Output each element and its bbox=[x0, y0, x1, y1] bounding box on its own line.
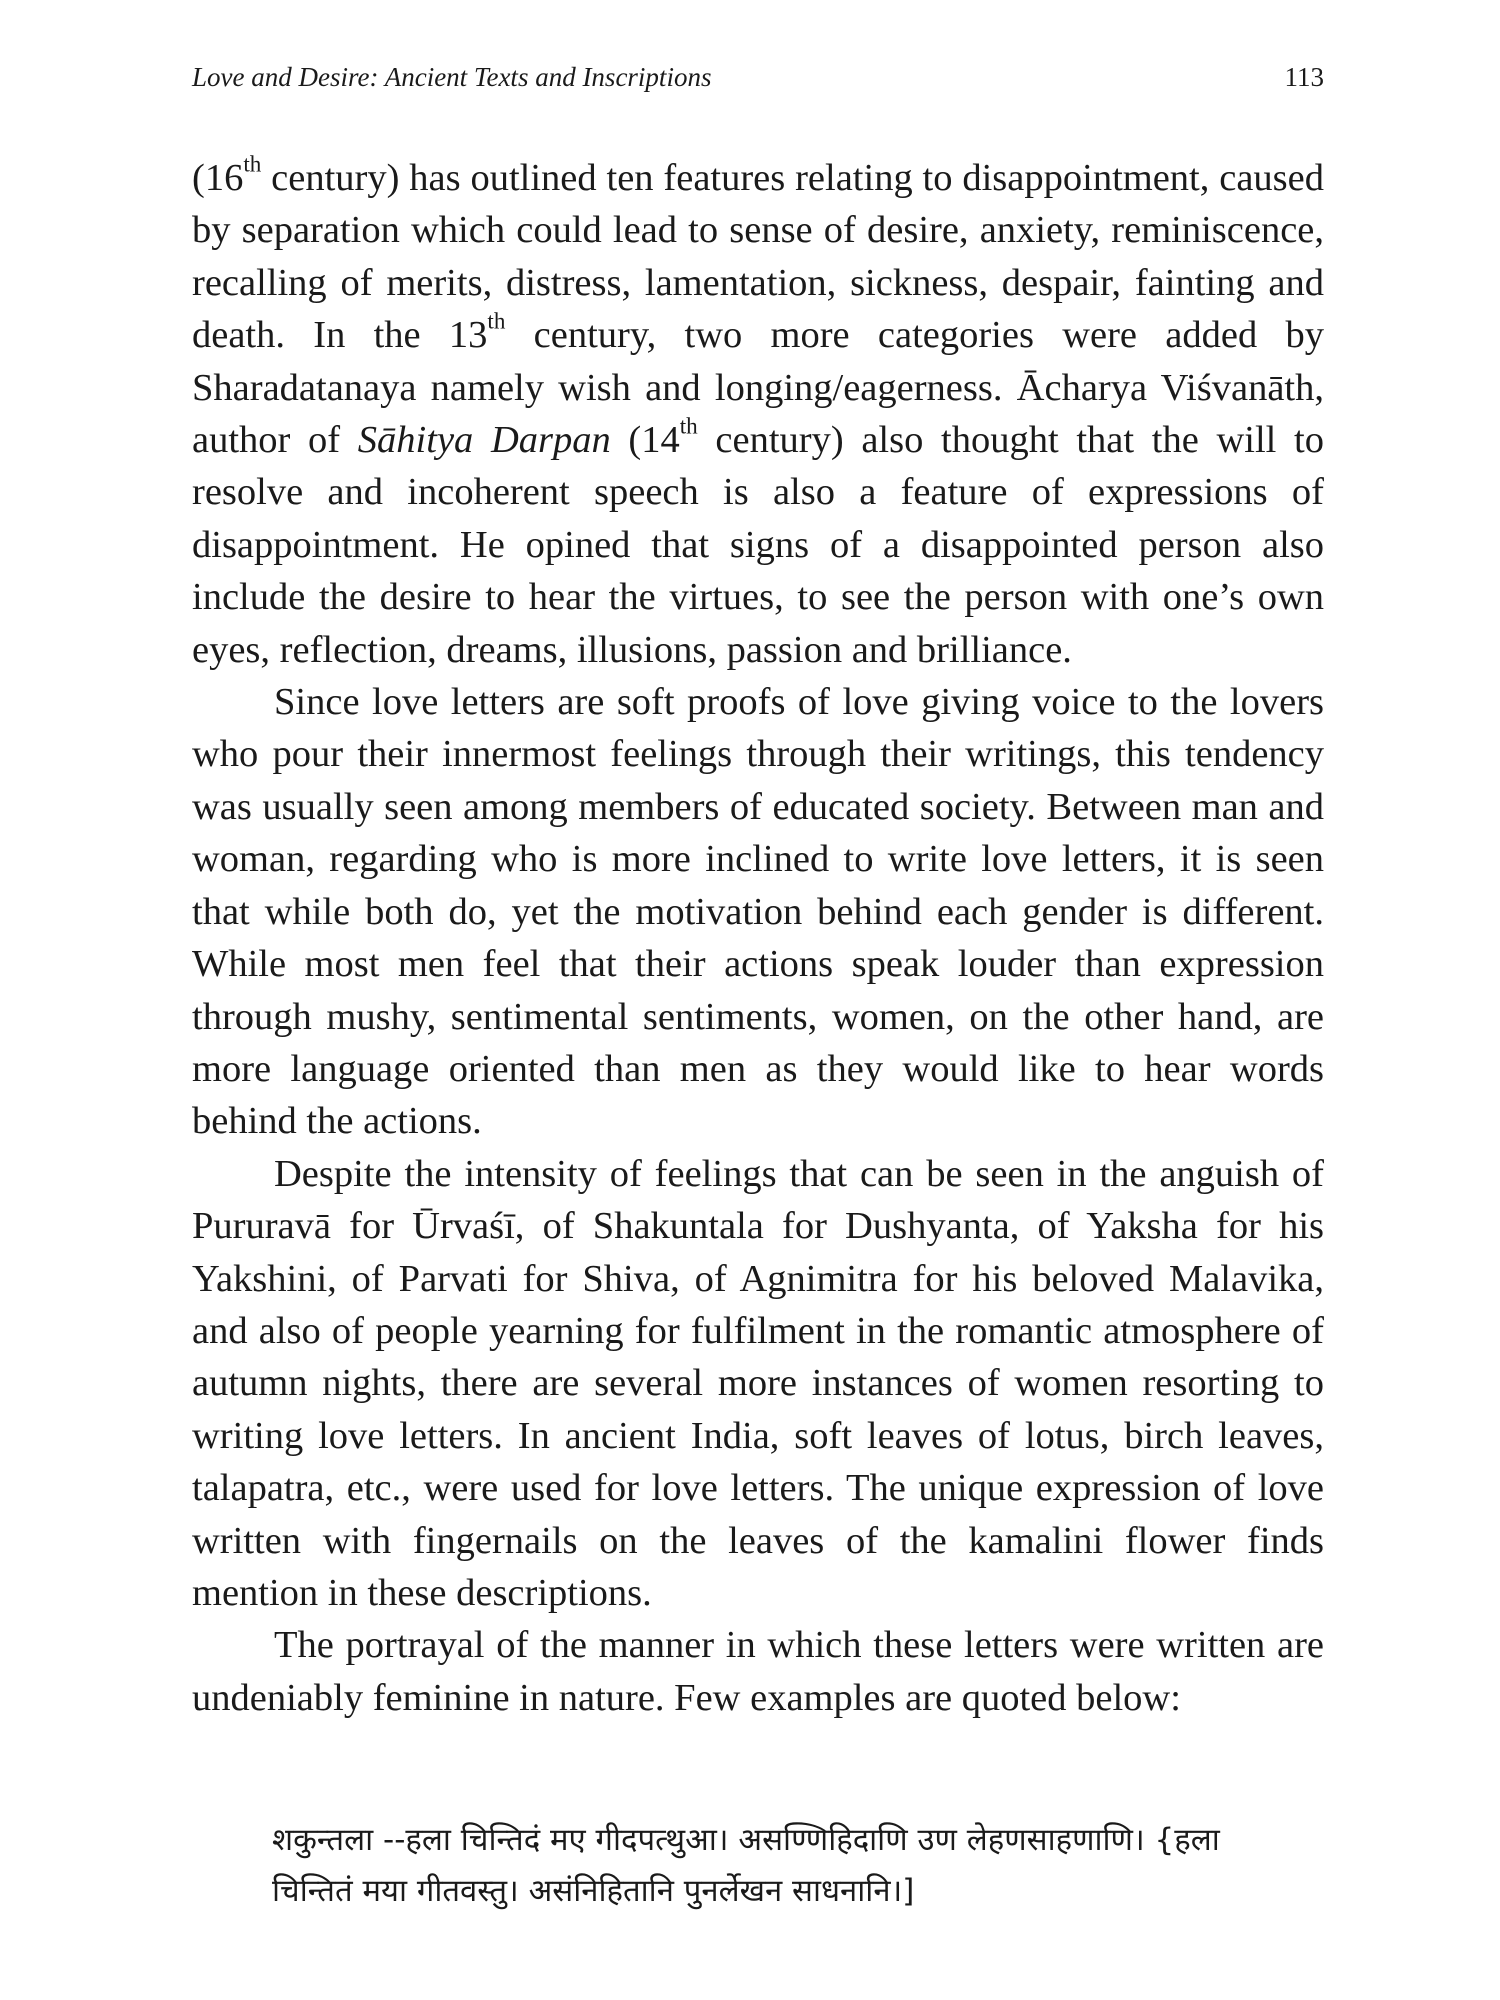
page-number: 113 bbox=[1284, 62, 1324, 92]
paragraph-1-text-d: (14 bbox=[610, 419, 680, 462]
paragraph-1-text-e: century) also thought that the will to resolve and incoherent speech is also a feature of expressions of disappointment. He opined that signs of a disappointed person also include the desire to hear the virtues, to see the person with one’s own eyes, reflection, dreams, illusions, passion and brilliance. bbox=[192, 419, 1324, 671]
body-text bbox=[192, 152, 1324, 1724]
paragraph-1-text-a: (16 bbox=[192, 157, 244, 199]
ordinal-suffix: th bbox=[243, 150, 262, 177]
running-title: Love and Desire: Ancient Texts and Inscriptions bbox=[192, 62, 712, 92]
paragraph-4: The portrayal of the manner in which these letters were written are undeniably feminine in nature. Few examples are quoted below: bbox=[192, 1624, 1324, 1719]
sanskrit-quote-text: शकुन्तला --हला चिन्तिदं मए गीदपत्थुआ। असण्णिहिदाणि उण लेहणसाहणाणि। {हला चिन्तितं मया गीतवस्तु। असंनिहितानि पुनर्लेखन साधनानि।] bbox=[272, 1822, 1220, 1909]
paragraph-1-text-c: century, two more categories were added by Sharadatanaya namely wish and longing/eagerness. Ācharya Viśvanāth, author of bbox=[192, 314, 1324, 462]
running-head bbox=[192, 62, 1324, 102]
paragraph-1-text-b: century) has outlined ten features relating to disappointment, caused by separation which could lead to sense of desire, anxiety, reminiscence, recalling of merits, distress, lamentation, sickness, despair, fainting and death. In the 13 bbox=[192, 157, 1324, 357]
sanskrit-quote bbox=[272, 1815, 1272, 1917]
book-title-italic: Sāhitya Darpan bbox=[357, 419, 611, 462]
paragraph-1 bbox=[192, 152, 1324, 676]
paragraph-2: Since love letters are soft proofs of love giving voice to the lovers who pour their innermost feelings through their writings, this tendency was usually seen among members of educated society. Between man and woman, regarding who is more inclined to write love letters, it is seen that while both do, yet the motivation behind each gender is different. While most men feel that their actions speak louder than expression through mushy, sentimental sentiments, women, on the other hand, are more language oriented than men as they would like to hear words behind the actions. bbox=[192, 681, 1324, 1143]
ordinal-suffix: th bbox=[487, 307, 506, 334]
ordinal-suffix: th bbox=[679, 412, 698, 439]
paragraph-3: Despite the intensity of feelings that can be seen in the anguish of Pururavā for Ūrvaśī, of Shakuntala for Dushyanta, of Yaksha for his Yakshini, of Parvati for Shiva, of Agnimitra for his beloved Malavika, and also of people yearning for fulfilment in the romantic atmosphere of autumn nights, there are several more instances of women resorting to writing love letters. In ancient India, soft leaves of lotus, birch leaves, talapatra, etc., were used for love letters. The unique expression of love written with fingernails on the leaves of the kamalini flower finds mention in these descriptions. bbox=[192, 1152, 1324, 1614]
